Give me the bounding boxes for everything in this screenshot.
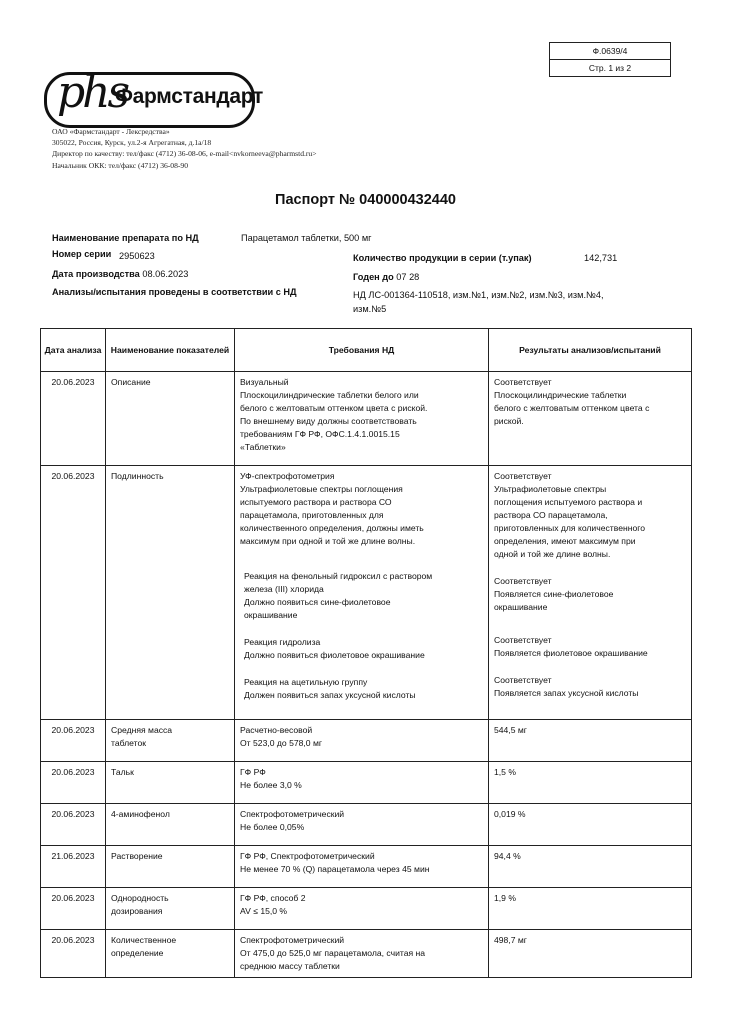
row-requirements <box>235 762 489 804</box>
req-line: Реакция гидролиза <box>244 637 321 647</box>
row-date: 20.06.2023 <box>41 888 106 930</box>
res-line: Соответствует <box>494 471 552 481</box>
req-line: железа (III) хлорида <box>244 584 324 594</box>
res-line: поглощения испытуемого раствора и <box>494 497 643 507</box>
valid-until-value: 07 28 <box>396 272 420 282</box>
req-line: Плоскоцилиндрические таблетки белого или <box>240 390 419 400</box>
req-line: Ультрафиолетовые спектры поглощения <box>240 484 403 494</box>
drug-label: Наименование препарата по НД <box>52 233 199 243</box>
name-line: Однородность <box>111 893 169 903</box>
req-line: количественного определения, должны иметь <box>240 523 424 533</box>
res-line: приготовленных для количественного <box>494 523 645 533</box>
series-label: Номер серии <box>52 249 112 259</box>
row-name: Описание <box>106 372 235 466</box>
res-line: Соответствует <box>494 635 552 645</box>
company-info <box>52 126 317 171</box>
req-line: «Таблетки» <box>240 442 286 452</box>
row-requirements <box>235 804 489 846</box>
row-name <box>106 930 235 978</box>
nd-value-line-1: НД ЛС-001364-110518, изм.№1, изм.№2, изм.№3, изм.№4, <box>353 290 604 300</box>
company-logo <box>44 67 263 128</box>
table-header-row <box>41 329 692 372</box>
header-requirements: Требования НД <box>235 329 489 372</box>
table-row <box>41 762 692 804</box>
row-date: 20.06.2023 <box>41 930 106 978</box>
table-row <box>41 720 692 762</box>
res-line: 1,9 % <box>494 893 516 903</box>
table-row <box>41 930 692 978</box>
results-table <box>40 328 692 978</box>
table-row <box>41 372 692 466</box>
req-line: требованиям ГФ РФ, ОФС.1.4.1.0015.15 <box>240 429 400 439</box>
res-line: 1,5 % <box>494 767 516 777</box>
row-result <box>489 466 692 720</box>
name-line: 4-аминофенол <box>111 809 170 819</box>
req-line: УФ-спектрофотометрия <box>240 471 335 481</box>
res-line: Соответствует <box>494 377 552 387</box>
req-line: Реакция на фенольный гидроксил с раствором <box>244 571 433 581</box>
row-requirements <box>235 888 489 930</box>
res-line: раствора СО парацетамола, <box>494 510 608 520</box>
res-block <box>494 470 686 561</box>
req-line: Должно появиться сине-фиолетовое <box>244 597 391 607</box>
res-line: Появляется запах уксусной кислоты <box>494 688 639 698</box>
company-address: 305022, Россия, Курск, ул.2-я Агрегатная, д.1а/18 <box>52 138 212 148</box>
row-result <box>489 888 692 930</box>
drug-value: Парацетамол таблетки, 500 мг <box>241 233 372 243</box>
header-date: Дата анализа <box>41 329 106 372</box>
table-row <box>41 846 692 888</box>
row-name <box>106 720 235 762</box>
company-okk: Начальник ОКК: тел/факс (4712) 36-08-90 <box>52 160 189 170</box>
row-date: 20.06.2023 <box>41 804 106 846</box>
req-line: среднюю массу таблетки <box>240 961 340 971</box>
row-requirements <box>235 372 489 466</box>
row-result <box>489 846 692 888</box>
row-requirements <box>235 846 489 888</box>
req-line: По внешнему виду должны соответствовать <box>240 416 417 426</box>
qty-label: Количество продукции в серии (т.упак) <box>353 253 532 263</box>
req-line: Не менее 70 % (Q) парацетамола через 45 мин <box>240 864 430 874</box>
row-result <box>489 762 692 804</box>
req-line: Должно появиться фиолетовое окрашивание <box>244 650 425 660</box>
req-line: AV ≤ 15,0 % <box>240 906 288 916</box>
req-line: ГФ РФ, Спектрофотометрический <box>240 851 375 861</box>
req-line: Не более 0,05% <box>240 822 305 832</box>
row-name <box>106 888 235 930</box>
res-line: Появляется сине-фиолетовое <box>494 589 614 599</box>
row-result <box>489 372 692 466</box>
name-line: дозирования <box>111 906 163 916</box>
req-block <box>240 470 483 548</box>
req-line: Реакция на ацетильную группу <box>244 677 368 687</box>
name-line: Количественное <box>111 935 177 945</box>
name-line: Тальк <box>111 767 134 777</box>
req-line: максимум при одной и той же длине волны. <box>240 536 416 546</box>
page-title: Паспорт № 040000432440 <box>275 192 456 208</box>
res-block <box>494 674 686 700</box>
production-date-label: Дата производства <box>52 269 140 279</box>
nd-value <box>353 288 604 316</box>
row-result <box>489 804 692 846</box>
res-line: 498,7 мг <box>494 935 527 945</box>
logo-name: Фармстандарт <box>115 85 263 108</box>
res-line: Ультрафиолетовые спектры <box>494 484 607 494</box>
company-director: Директор по качеству: тел/факс (4712) 36-08-06, e-mail<nvkorneeva@pharmstd.ru> <box>52 149 317 159</box>
row-name <box>106 804 235 846</box>
table-row <box>41 804 692 846</box>
name-line: Растворение <box>111 851 163 861</box>
nd-label: Анализы/испытания проведены в соответствии с НД <box>52 287 297 297</box>
req-line: Спектрофотометрический <box>240 935 345 945</box>
req-line: Расчетно-весовой <box>240 725 313 735</box>
series-value: 2950623 <box>119 251 155 261</box>
res-block <box>494 575 686 614</box>
req-block <box>240 636 483 662</box>
form-code: Ф.0639/4 <box>592 46 628 56</box>
name-line: Средняя масса <box>111 725 173 735</box>
req-line: испытуемого раствора и раствора СО <box>240 497 392 507</box>
row-date: 20.06.2023 <box>41 372 106 466</box>
row-date: 20.06.2023 <box>41 466 106 720</box>
logo-mark: phs <box>57 67 128 118</box>
company-name: ОАО «Фармстандарт - Лексредства» <box>52 127 170 136</box>
res-line: определения, имеют максимум при <box>494 536 636 546</box>
row-date: 20.06.2023 <box>41 762 106 804</box>
header-name: Наименование показателей <box>106 329 235 372</box>
row-date: 21.06.2023 <box>41 846 106 888</box>
row-name <box>106 846 235 888</box>
req-line: Должен появиться запах уксусной кислоты <box>244 690 416 700</box>
row-requirements <box>235 930 489 978</box>
table-row <box>41 466 692 720</box>
row-requirements <box>235 720 489 762</box>
table-row <box>41 888 692 930</box>
req-line: окрашивание <box>244 610 298 620</box>
req-block <box>240 570 483 622</box>
res-line: Плоскоцилиндрические таблетки <box>494 390 627 400</box>
res-line: одной и той же длине волны. <box>494 549 611 559</box>
name-line: определение <box>111 948 164 958</box>
res-line: Соответствует <box>494 576 552 586</box>
row-name <box>106 762 235 804</box>
row-result <box>489 930 692 978</box>
name-line: таблеток <box>111 738 147 748</box>
page-number: Стр. 1 из 2 <box>550 59 670 76</box>
row-result <box>489 720 692 762</box>
res-line: 94,4 % <box>494 851 521 861</box>
res-line: Появляется фиолетовое окрашивание <box>494 648 648 658</box>
header-results: Результаты анализов/испытаний <box>489 329 692 372</box>
req-line: Не более 3,0 % <box>240 780 302 790</box>
production-date <box>52 269 188 279</box>
res-line: окрашивание <box>494 602 548 612</box>
req-line: белого с желтоватым оттенком цвета с риской. <box>240 403 428 413</box>
row-name: Подлинность <box>106 466 235 720</box>
nd-value-line-2: изм.№5 <box>353 304 387 314</box>
qty-value: 142,731 <box>584 253 618 263</box>
res-block <box>494 634 686 660</box>
req-line: Спектрофотометрический <box>240 809 345 819</box>
req-line: Визуальный <box>240 377 289 387</box>
req-line: ГФ РФ <box>240 767 266 777</box>
req-line: От 475,0 до 525,0 мг парацетамола, считая на <box>240 948 426 958</box>
row-date: 20.06.2023 <box>41 720 106 762</box>
res-line: 544,5 мг <box>494 725 527 735</box>
res-line: 0,019 % <box>494 809 526 819</box>
req-line: парацетамола, приготовленных для <box>240 510 384 520</box>
production-date-value: 08.06.2023 <box>142 269 189 279</box>
form-code-box <box>549 42 671 77</box>
row-requirements <box>235 466 489 720</box>
valid-until <box>353 272 419 282</box>
res-line: Соответствует <box>494 675 552 685</box>
req-line: От 523,0 до 578,0 мг <box>240 738 323 748</box>
res-line: риской. <box>494 416 524 426</box>
req-block <box>240 676 483 702</box>
valid-until-label: Годен до <box>353 272 394 282</box>
req-line: ГФ РФ, способ 2 <box>240 893 306 903</box>
res-line: белого с желтоватым оттенком цвета с <box>494 403 650 413</box>
